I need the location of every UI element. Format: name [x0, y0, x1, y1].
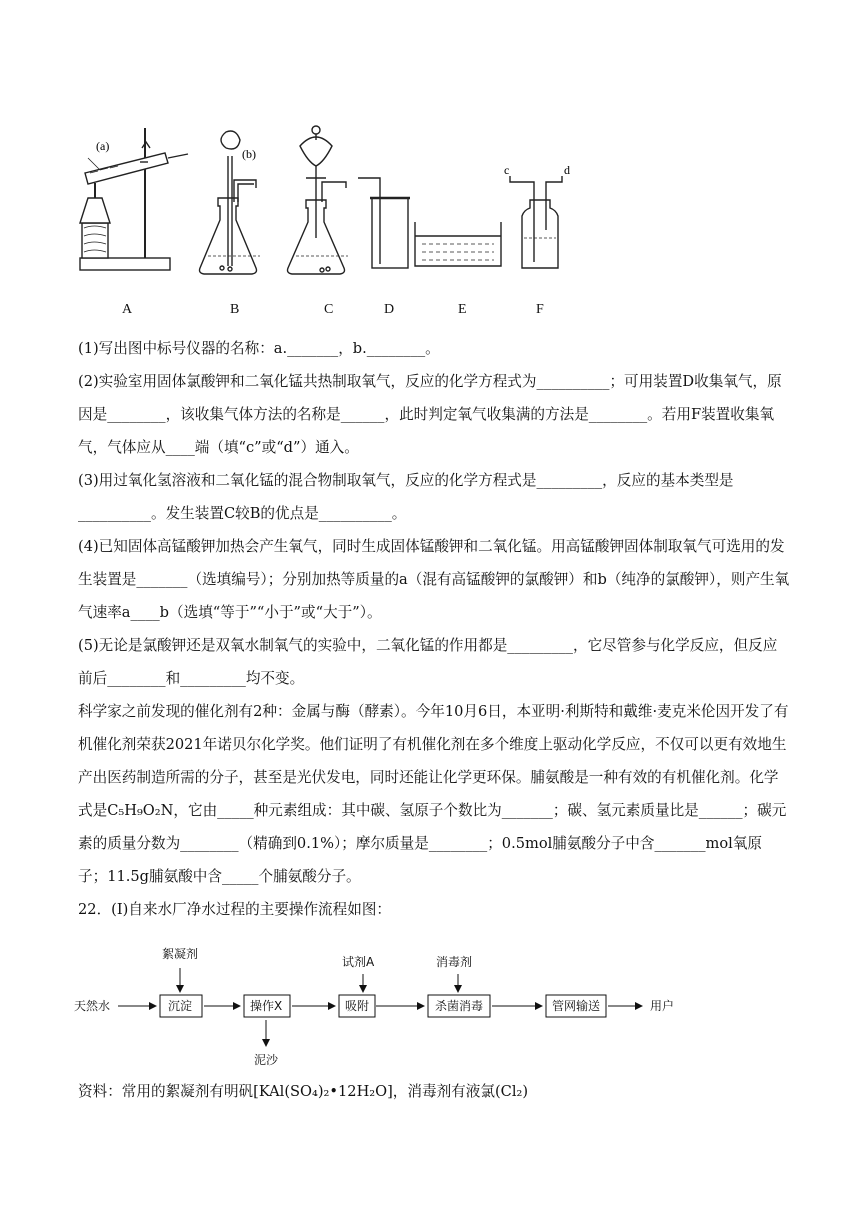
label-e: E	[458, 302, 467, 317]
label-d: D	[384, 302, 395, 317]
port-c: c	[504, 163, 510, 177]
apparatus-c	[288, 126, 349, 274]
flow-input-flocculant: 絮凝剂	[162, 947, 199, 961]
label-f: F	[536, 302, 544, 317]
flow-step-2: 操作X	[250, 999, 283, 1013]
question-2: (2)实验室用固体氯酸钾和二氧化锰共热制取氧气，反应的化学方程式为__________；可用装置D收集氧气，原因是________，该收集气体方法的名称是______，此时判定氧气收集满的方法是________。若用F装置收集氧气，气体应从____端（填“c”或“d”）通入。	[78, 373, 782, 456]
question-22-heading: 22．(I)自来水厂净水过程的主要操作流程如图：	[78, 901, 392, 918]
lab-apparatus-figure	[70, 118, 610, 323]
flow-step-4: 杀菌消毒	[435, 999, 484, 1013]
water-treatment-flowchart	[70, 938, 710, 1070]
apparatus-d	[358, 178, 410, 268]
flow-source: 天然水	[74, 999, 111, 1013]
callout-a: (a)	[96, 139, 110, 153]
passage-text-2: ，它由_____种元素组成：其中碳、氢原子个数比为_______；碳、氢元素质量比是______；碳元素的质量分数为________（精确到0.1%）；摩尔质量是________；0.5mol脯氨酸分子中含_______mol氧原子；11.5g脯氨酸中含_____个脯氨酸分子。	[78, 802, 787, 885]
flow-step-1: 沉淀	[168, 999, 193, 1013]
label-b: B	[230, 302, 240, 317]
formula: C₅H₉O₂N	[107, 802, 174, 819]
flow-step-5: 管网输送	[552, 999, 601, 1013]
question-3: (3)用过氧化氢溶液和二氧化锰的混合物制取氧气，反应的化学方程式是_________，反应的基本类型是__________。发生装置C较B的优点是__________。	[78, 472, 734, 522]
port-d: d	[564, 163, 570, 177]
callout-b: (b)	[242, 147, 256, 161]
passage	[78, 695, 790, 893]
label-c: C	[324, 302, 334, 317]
flow-step-3: 吸附	[345, 999, 370, 1013]
reference-note: 资料：常用的絮凝剂有明矾[KAl(SO₄)₂•12H₂O]，消毒剂有液氯(Cl₂)	[78, 1083, 529, 1100]
flow-end: 用户	[650, 999, 675, 1013]
flow-input-disinfectant: 消毒剂	[436, 955, 473, 969]
question-4: (4)已知固体高锰酸钾加热会产生氧气，同时生成固体锰酸钾和二氧化锰。用高锰酸钾固体制取氧气可选用的发生装置是_______（选填编号）；分别加热等质量的a（混有高锰酸钾的氯酸钾）和b（纯净的氯酸钾），则产生氧气速率a____b（选填“等于”“小于”或“大于”）。	[78, 538, 790, 621]
label-a: A	[122, 302, 133, 317]
apparatus-f	[510, 176, 562, 268]
question-5: (5)无论是氯酸钾还是双氧水制氧气的实验中，二氧化锰的作用都是_________，它尽管参与化学反应，但反应前后________和_________均不变。	[78, 637, 778, 687]
question-1: (1)写出图中标号仪器的名称：a._______，b.________。	[78, 340, 440, 357]
flow-output-sand: 泥沙	[254, 1053, 279, 1067]
flow-input-reagent-a: 试剂A	[342, 955, 375, 969]
apparatus-e	[415, 222, 501, 266]
passage-text-1: 科学家之前发现的催化剂有2种：金属与酶（酵素）。今年10月6日，本亚明·利斯特和戴维·麦克米伦因开发了有机催化剂荣获2021年诺贝尔化学奖。他们证明了有机催化剂在多个维度上驱动化学反应，不仅可以更有效地生产出医药制造所需的分子，甚至是光伏发电，同时还能让化学更环保。脯氨酸是一种有效的有机催化剂。化学式是	[78, 703, 789, 819]
